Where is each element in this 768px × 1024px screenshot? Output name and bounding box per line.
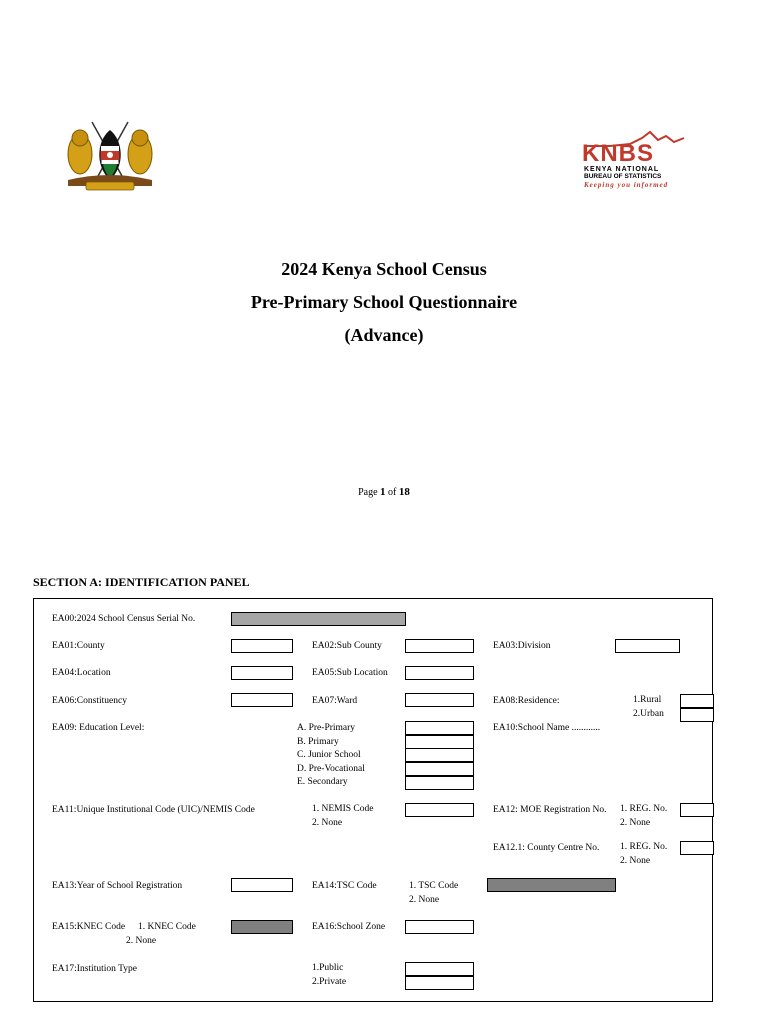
ea09-option-primary: B. Primary bbox=[297, 737, 339, 747]
ea05-label: EA05:Sub Location bbox=[312, 668, 388, 678]
ea06-label: EA06:Constituency bbox=[52, 696, 127, 706]
ea17-option-public: 1.Public bbox=[312, 963, 344, 973]
knbs-name-line1: KENYA NATIONAL bbox=[584, 166, 660, 173]
ea01-county-input[interactable] bbox=[231, 639, 293, 653]
ea09-junior-school-box[interactable] bbox=[405, 748, 474, 762]
ea14-option-none: 2. None bbox=[409, 895, 440, 905]
ea09-option-pre-vocational: D. Pre-Vocational bbox=[297, 764, 365, 774]
title-line-2: Pre-Primary School Questionnaire bbox=[250, 292, 518, 312]
ea11-label: EA11:Unique Institutional Code (UIC)/NEMIS Code bbox=[52, 805, 255, 815]
title-line-1: 2024 Kenya School Census bbox=[281, 259, 487, 279]
knbs-tagline: Keeping you informed bbox=[584, 181, 669, 189]
section-heading: SECTION A: IDENTIFICATION PANEL bbox=[33, 575, 250, 589]
title-line-3: (Advance) bbox=[344, 325, 424, 345]
ea17-label: EA17:Institution Type bbox=[52, 964, 137, 974]
ea11-option-none: 2. None bbox=[312, 818, 343, 828]
ea13-year-input[interactable] bbox=[231, 878, 293, 892]
ea06-constituency-input[interactable] bbox=[231, 693, 293, 707]
ea12-1-label: EA12.1: County Centre No. bbox=[493, 843, 600, 853]
page-total: 18 bbox=[398, 486, 410, 498]
ea14-option-tsc: 1. TSC Code bbox=[409, 881, 459, 891]
ea08-rural-box[interactable] bbox=[680, 694, 714, 708]
ea07-label: EA07:Ward bbox=[312, 696, 358, 706]
ea15-option-none: 2. None bbox=[126, 936, 157, 946]
ea02-subcounty-input[interactable] bbox=[405, 639, 474, 653]
ea08-option-rural: 1.Rural bbox=[633, 695, 662, 705]
ea07-ward-input[interactable] bbox=[405, 693, 474, 707]
ea04-location-input[interactable] bbox=[231, 666, 293, 680]
ea12-1-option-reg: 1. REG. No. bbox=[620, 842, 668, 852]
ea12-label: EA12: MOE Registration No. bbox=[493, 805, 607, 815]
ea09-secondary-box[interactable] bbox=[405, 776, 474, 790]
ea17-private-box[interactable] bbox=[405, 976, 474, 990]
page-current: 1 bbox=[380, 486, 386, 498]
ea09-primary-box[interactable] bbox=[405, 735, 474, 749]
ea12-option-none: 2. None bbox=[620, 818, 651, 828]
ea01-label: EA01:County bbox=[52, 641, 105, 651]
ea12-option-reg: 1. REG. No. bbox=[620, 804, 668, 814]
ea16-zone-input[interactable] bbox=[405, 920, 474, 934]
ea15-option-knec: 1. KNEC Code bbox=[138, 922, 196, 932]
coat-of-arms-logo bbox=[62, 118, 158, 194]
ea08-label: EA08:Residence: bbox=[493, 696, 560, 706]
ea08-option-urban: 2.Urban bbox=[633, 709, 664, 719]
ea03-division-input[interactable] bbox=[615, 639, 680, 653]
page-of: of bbox=[388, 487, 397, 498]
ea02-label: EA02:Sub County bbox=[312, 641, 382, 651]
ea08-urban-box[interactable] bbox=[680, 708, 714, 722]
ea12-1-option-none: 2. None bbox=[620, 856, 651, 866]
ea12-1-reg-input[interactable] bbox=[680, 841, 714, 855]
ea09-pre-vocational-box[interactable] bbox=[405, 762, 474, 776]
page-number bbox=[0, 486, 768, 498]
page-prefix: Page bbox=[358, 487, 378, 498]
ea15-knec-input[interactable] bbox=[231, 920, 293, 934]
ea14-tsc-input[interactable] bbox=[487, 878, 616, 892]
ea09-option-junior-school: C. Junior School bbox=[297, 750, 361, 760]
knbs-logo bbox=[580, 128, 690, 192]
ea13-label: EA13:Year of School Registration bbox=[52, 881, 183, 891]
ea09-option-pre-primary: A. Pre-Primary bbox=[297, 723, 356, 733]
ea04-label: EA04:Location bbox=[52, 668, 111, 678]
knbs-name-line2: BUREAU OF STATISTICS bbox=[584, 173, 662, 180]
ea15-label: EA15:KNEC Code bbox=[52, 922, 126, 932]
ea17-public-box[interactable] bbox=[405, 962, 474, 976]
ea09-pre-primary-box[interactable] bbox=[405, 721, 474, 735]
ea05-sublocation-input[interactable] bbox=[405, 666, 474, 680]
ea09-label: EA09: Education Level: bbox=[52, 723, 145, 733]
ea12-reg-input[interactable] bbox=[680, 803, 714, 817]
ea00-serial-input[interactable] bbox=[231, 612, 406, 626]
ea11-option-nemis: 1. NEMIS Code bbox=[312, 804, 374, 814]
ea17-option-private: 2.Private bbox=[312, 977, 347, 987]
ea16-label: EA16:School Zone bbox=[312, 922, 386, 932]
ea10-label: EA10:School Name ............ bbox=[493, 723, 601, 733]
ea09-option-secondary: E. Secondary bbox=[297, 777, 348, 787]
knbs-acronym: KNBS bbox=[582, 140, 655, 167]
ea03-label: EA03:Division bbox=[493, 641, 551, 651]
ea00-label: EA00:2024 School Census Serial No. bbox=[52, 614, 196, 624]
ea14-label: EA14:TSC Code bbox=[312, 881, 377, 891]
ea11-nemis-input[interactable] bbox=[405, 803, 474, 817]
